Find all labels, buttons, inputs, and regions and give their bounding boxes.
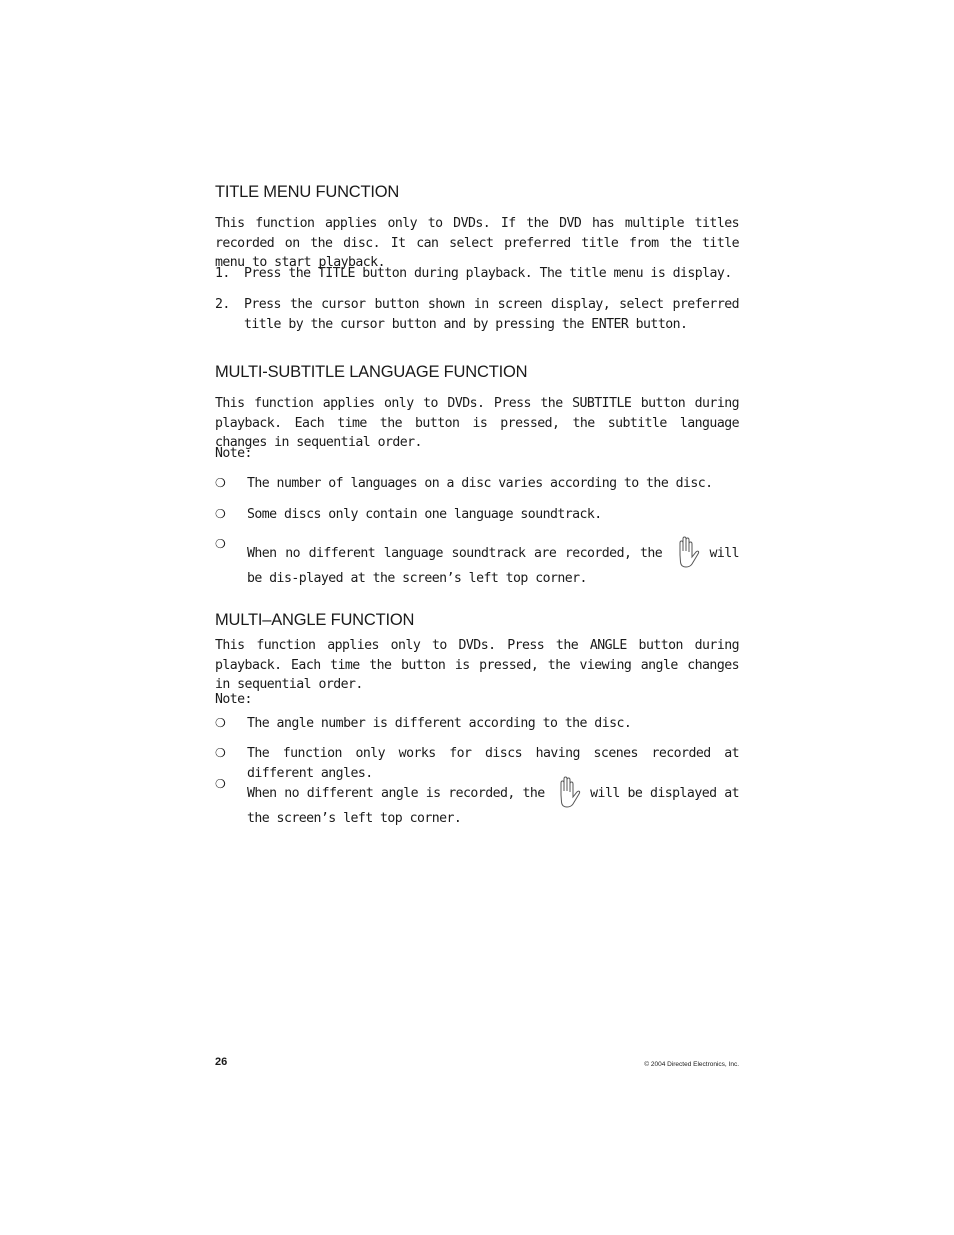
title-menu-intro: This function applies only to DVDs. If the DVD has multiple titles recorded on the disc. It can select preferred title from the title menu to start playback. <box>215 216 739 270</box>
note-text-after: will be displayed at the screen’s left top corner. <box>247 786 740 826</box>
angle-note-label: Note: <box>215 692 252 707</box>
subtitle-intro: This function applies only to DVDs. Press the SUBTITLE button during playback. Each time the button is pressed, the subtitle language changes in sequential order. <box>215 396 739 450</box>
bullet-icon: ❍ <box>215 746 226 760</box>
note-text: The angle number is different according to the disc. <box>247 716 632 731</box>
note-text: The function only works for discs having scenes recorded at different angles. <box>247 746 739 781</box>
bullet-icon: ❍ <box>215 537 226 551</box>
angle-intro: This function applies only to DVDs. Press the ANGLE button during playback. Each time the button is pressed, the viewing angle changes in sequential order. <box>215 638 739 692</box>
bullet-icon: ❍ <box>215 716 226 730</box>
page-number: 26 <box>215 1056 228 1068</box>
open-hand-icon <box>671 535 701 569</box>
step-number: 1. <box>215 266 230 281</box>
open-hand-icon <box>552 775 582 809</box>
note-text: Some discs only contain one language soundtrack. <box>247 507 602 522</box>
note-text <box>247 535 739 589</box>
note-text-before: When no different language soundtrack are recorded, the <box>247 546 663 561</box>
note-text-after: will be dis-played at the screen’s left top corner. <box>247 546 739 586</box>
bullet-icon: ❍ <box>215 476 226 490</box>
step-number: 2. <box>215 297 230 312</box>
copyright-notice: © 2004 Directed Electronics, Inc. <box>644 1061 739 1068</box>
note-text: The number of languages on a disc varies according to the disc. <box>247 476 713 491</box>
angle-heading: MULTI–ANGLE FUNCTION <box>215 611 415 629</box>
title-menu-heading: TITLE MENU FUNCTION <box>215 183 400 201</box>
step-text: Press the cursor button shown in screen display, select preferred title by the cursor button and by pressing the ENTER button. <box>244 297 739 332</box>
note-text-before: When no different angle is recorded, the <box>247 786 545 801</box>
bullet-icon: ❍ <box>215 777 226 791</box>
subtitle-heading: MULTI-SUBTITLE LANGUAGE FUNCTION <box>215 363 528 381</box>
subtitle-note-label: Note: <box>215 446 252 461</box>
step-text: Press the TITLE button during playback. The title menu is display. <box>244 266 732 281</box>
bullet-icon: ❍ <box>215 507 226 521</box>
note-text <box>247 775 739 829</box>
